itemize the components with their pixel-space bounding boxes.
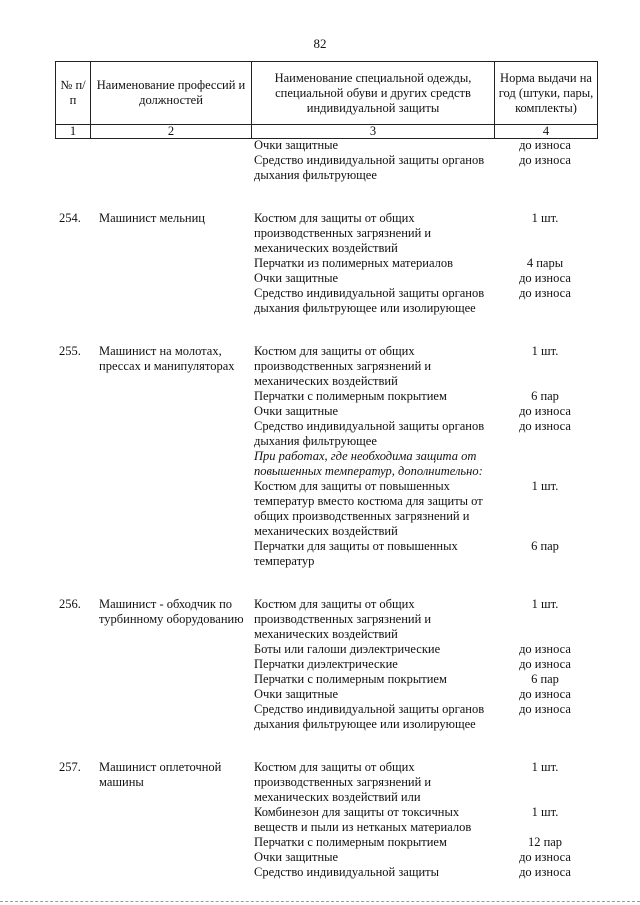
list-item: [254, 865, 597, 880]
issue-norm: [494, 449, 596, 479]
header-index-4: 4: [495, 125, 598, 139]
issue-norm: до износа: [519, 642, 571, 656]
table-row: [55, 211, 597, 316]
table-row: [55, 138, 597, 183]
list-item: [254, 702, 597, 732]
list-item: [254, 642, 597, 657]
section-gap: [55, 569, 597, 597]
list-item: [254, 256, 597, 271]
ppe-item-name: Костюм для защиты от общих производственных загрязнений и механических воздействий или: [254, 760, 432, 804]
section-gap: [55, 732, 597, 760]
ppe-item-name: Перчатки диэлектрические: [254, 657, 398, 671]
issue-norm: 12 пар: [527, 835, 563, 849]
issue-norm: до износа: [519, 153, 571, 167]
list-item: [254, 672, 597, 687]
ppe-item-name: Средство индивидуальной защиты органов дыхания фильтрующее или изолирующее: [254, 286, 485, 315]
profession-name: Машинист - обходчик по турбинному оборудованию: [99, 597, 244, 626]
list-item: [254, 138, 597, 153]
list-item: [254, 211, 597, 256]
ppe-item-name: Перчатки с полимерным покрытием: [254, 389, 447, 403]
issue-norm: до износа: [519, 286, 571, 300]
ppe-item-name: Средство индивидуальной защиты органов дыхания фильтрующее: [254, 419, 485, 448]
header-profession: Наименование профессий и должностей: [91, 62, 252, 125]
ppe-item-name: Перчатки для защиты от повышенных температур: [254, 539, 458, 568]
ppe-item-name: Средство индивидуальной защиты органов дыхания фильтрующее или изолирующее: [254, 702, 485, 731]
issue-norm: до износа: [519, 687, 571, 701]
issue-norm: до износа: [519, 702, 571, 716]
ppe-item-name: Очки защитные: [254, 687, 339, 701]
header-number: № п/п: [56, 62, 91, 125]
table-header: [55, 61, 598, 139]
list-item: [254, 835, 597, 850]
ppe-list: [254, 760, 597, 880]
ppe-item-name: Очки защитные: [254, 850, 339, 864]
ppe-list: [254, 138, 597, 183]
header-norm: Норма выдачи на год (штуки, пары, комплекты): [495, 62, 598, 125]
page-number: 82: [313, 36, 327, 51]
list-item: [254, 760, 597, 805]
issue-norm: 1 шт.: [531, 479, 559, 493]
header-index-1: 1: [56, 125, 91, 139]
ppe-list: [254, 344, 597, 569]
ppe-list: [254, 211, 597, 316]
header-index-2: 2: [91, 125, 252, 139]
row-number: 257.: [59, 760, 81, 774]
ppe-item-name: Очки защитные: [254, 271, 339, 285]
issue-norm: до износа: [519, 865, 571, 879]
list-item: [254, 344, 597, 389]
list-item: [254, 479, 597, 539]
header-index-3: 3: [252, 125, 495, 139]
ppe-item-name: Костюм для защиты от общих производственных загрязнений и механических воздействий: [254, 597, 432, 641]
issue-norm: до износа: [519, 657, 571, 671]
list-item: [254, 449, 597, 479]
profession-name: Машинист мельниц: [99, 211, 205, 225]
scan-edge-line: [0, 901, 640, 903]
ppe-item-name: Боты или галоши диэлектрические: [254, 642, 441, 656]
profession-name: Машинист на молотах, прессах и манипуляторах: [99, 344, 235, 373]
list-item: [254, 597, 597, 642]
ppe-item-name: Очки защитные: [254, 404, 339, 418]
list-item: [254, 404, 597, 419]
ppe-item-name: Костюм для защиты от общих производственных загрязнений и механических воздействий: [254, 211, 432, 255]
ppe-item-name: Перчатки с полимерным покрытием: [254, 672, 447, 686]
row-number: 255.: [59, 344, 81, 358]
condition-note: При работах, где необходима защита от повышенных температур, дополнительно:: [254, 449, 483, 478]
issue-norm: до износа: [519, 271, 571, 285]
list-item: [254, 539, 597, 569]
ppe-list: [254, 597, 597, 732]
list-item: [254, 419, 597, 449]
issue-norm: 1 шт.: [531, 597, 559, 611]
issue-norm: 1 шт.: [531, 760, 559, 774]
row-number: 256.: [59, 597, 81, 611]
list-item: [254, 153, 597, 183]
issue-norm: 1 шт.: [531, 211, 559, 225]
table-row: [55, 344, 597, 569]
issue-norm: до износа: [519, 138, 571, 152]
section-gap: [55, 183, 597, 211]
issue-norm: 6 пар: [531, 672, 559, 686]
profession-name: Машинист оплеточной машины: [99, 760, 222, 789]
section-gap: [55, 316, 597, 344]
ppe-item-name: Средство индивидуальной защиты органов дыхания фильтрующее: [254, 153, 485, 182]
ppe-item-name: Костюм для защиты от повышенных температур вместо костюма для защиты от общих производственных загрязнений и механических воздействий: [254, 479, 483, 538]
list-item: [254, 286, 597, 316]
issue-norm: 4 пары: [526, 256, 564, 270]
issue-norm: до износа: [519, 404, 571, 418]
ppe-item-name: Средство индивидуальной защиты: [254, 865, 440, 879]
issue-norm: 1 шт.: [531, 344, 559, 358]
table-row: [55, 760, 597, 880]
list-item: [254, 805, 597, 835]
list-item: [254, 687, 597, 702]
table-row: [55, 597, 597, 732]
list-item: [254, 657, 597, 672]
issue-norm: 1 шт.: [531, 805, 559, 819]
ppe-item-name: Перчатки из полимерных материалов: [254, 256, 454, 270]
row-number: 254.: [59, 211, 81, 225]
list-item: [254, 389, 597, 404]
list-item: [254, 850, 597, 865]
table-body: [55, 138, 597, 880]
ppe-item-name: Перчатки с полимерным покрытием: [254, 835, 447, 849]
list-item: [254, 271, 597, 286]
header-ppe: Наименование специальной одежды, специальной обуви и других средств индивидуальной защиты: [252, 62, 495, 125]
ppe-item-name: Комбинезон для защиты от токсичных веществ и пыли из нетканых материалов: [254, 805, 472, 834]
issue-norm: 6 пар: [531, 539, 559, 553]
issue-norm: 6 пар: [531, 389, 559, 403]
issue-norm: до износа: [519, 419, 571, 433]
ppe-item-name: Очки защитные: [254, 138, 339, 152]
issue-norm: до износа: [519, 850, 571, 864]
ppe-item-name: Костюм для защиты от общих производственных загрязнений и механических воздействий: [254, 344, 432, 388]
